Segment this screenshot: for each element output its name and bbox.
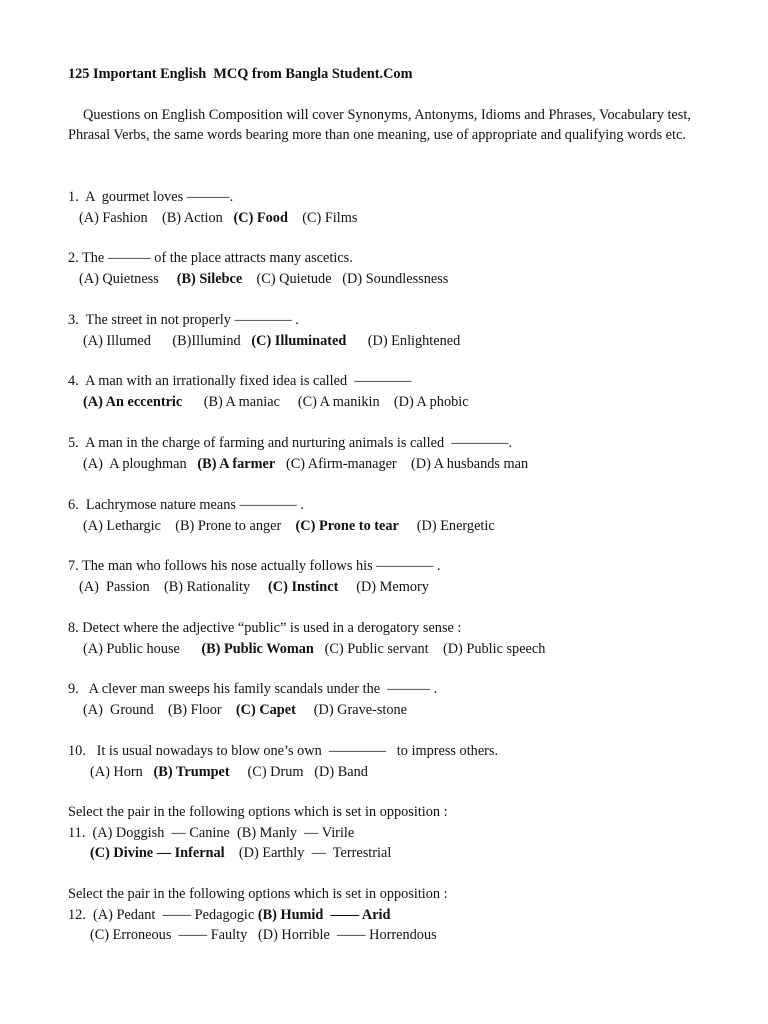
question-11-stem: 11. (A) Doggish — Canine (B) Manly — Virile xyxy=(68,824,355,841)
option-a: (A) Passion xyxy=(79,578,150,595)
question-5-options xyxy=(68,454,728,475)
question-1 xyxy=(68,187,728,228)
option-a: (A) Lethargic xyxy=(83,517,161,534)
option-b-correct: (B) Trumpet xyxy=(153,763,230,780)
question-11-options xyxy=(68,843,728,864)
option-c: (C) Quietude xyxy=(256,270,332,287)
question-6-stem: 6. Lachrymose nature means ———— . xyxy=(68,497,304,513)
question-6 xyxy=(68,495,728,536)
option-d: (D) A husbands man xyxy=(411,455,529,472)
option-a: (A) Quietness xyxy=(79,270,159,287)
option-b: (B) A maniac xyxy=(203,393,280,410)
question-1-stem: 1. A gourmet loves ———. xyxy=(68,189,234,205)
option-d: (D) Grave-stone xyxy=(313,701,408,718)
question-4-stem: 4. A man with an irrationally fixed idea is called ———— xyxy=(68,373,412,389)
question-12-lead: Select the pair in the following options which is set in opposition : xyxy=(68,886,448,902)
option-d: (D) Earthly — Terrestrial xyxy=(238,845,392,861)
question-9-options xyxy=(68,700,728,721)
question-12-options xyxy=(68,925,728,946)
option-b-correct: (B) Public Woman xyxy=(201,640,314,657)
question-12-stem xyxy=(68,905,728,926)
question-2-stem: 2. The ——— of the place attracts many ascetics. xyxy=(68,250,353,266)
option-b-correct: (B) Silebce xyxy=(176,270,243,287)
option-d: (C) Films xyxy=(302,209,358,226)
question-4 xyxy=(68,371,728,412)
intro-paragraph: Questions on English Composition will cover Synonyms, Antonyms, Idioms and Phrases, Vocabulary test, Phrasal Verbs, the same words bearing more than one meaning, use of appropriate and qualifying words etc. xyxy=(68,107,691,143)
question-5-stem: 5. A man in the charge of farming and nurturing animals is called ————. xyxy=(68,435,513,451)
question-4-options xyxy=(68,392,728,413)
question-5 xyxy=(68,433,728,474)
question-10-stem: 10. It is usual nowadays to blow one’s own ———— to impress others. xyxy=(68,743,499,759)
question-7-options xyxy=(68,577,728,598)
question-10-options xyxy=(68,762,728,783)
option-c: (C) Erroneous —— Faulty xyxy=(90,927,248,943)
option-b-correct: (B) A farmer xyxy=(197,455,276,472)
question-7 xyxy=(68,556,728,597)
option-c-correct: (C) Instinct xyxy=(268,578,339,595)
option-d: (D) Public speech xyxy=(442,640,546,657)
option-a: 12. (A) Pedant —— Pedagogic xyxy=(68,906,255,923)
option-a: (A) Ground xyxy=(83,701,154,718)
option-a: (A) A ploughman xyxy=(83,455,187,472)
option-d: (D) Band xyxy=(314,763,368,780)
question-3 xyxy=(68,310,728,351)
question-8-options xyxy=(68,639,728,660)
question-8 xyxy=(68,618,728,659)
question-1-options xyxy=(68,208,728,229)
option-c: (C) Drum xyxy=(247,763,304,780)
option-a: (A) Public house xyxy=(83,640,180,657)
question-10 xyxy=(68,741,728,782)
document-title: 125 Important English MCQ from Bangla Student.Com xyxy=(68,66,413,82)
option-c-correct: (C) Prone to tear xyxy=(295,517,399,534)
option-d: (D) Enlightened xyxy=(367,332,461,349)
option-c-correct: (C) Capet xyxy=(235,701,296,718)
question-6-options xyxy=(68,516,728,537)
option-b: (B) Floor xyxy=(167,701,222,718)
option-a: (A) Horn xyxy=(90,763,143,780)
option-b: (B) Prone to anger xyxy=(175,517,282,534)
option-b: (B)Illumind xyxy=(172,332,241,349)
option-c-correct: (C) Illuminated xyxy=(251,332,347,349)
option-c: (C) Public servant xyxy=(324,640,429,657)
question-2-options xyxy=(68,269,728,290)
option-a-correct: (A) An eccentric xyxy=(83,393,183,410)
option-c-correct: (C) Divine — Infernal xyxy=(90,845,225,861)
question-2 xyxy=(68,248,728,289)
question-11 xyxy=(68,802,728,864)
question-12 xyxy=(68,884,728,946)
option-b-correct: (B) Humid —— Arid xyxy=(257,906,391,923)
option-d: (D) A phobic xyxy=(393,393,469,410)
option-c: (C) A manikin xyxy=(297,393,380,410)
question-8-stem: 8. Detect where the adjective “public” is used in a derogatory sense : xyxy=(68,620,462,636)
question-9-stem: 9. A clever man sweeps his family scandals under the ——— . xyxy=(68,681,438,697)
question-3-stem: 3. The street in not properly ———— . xyxy=(68,312,299,328)
option-b: (B) Action xyxy=(162,209,223,226)
option-d: (D) Soundlessness xyxy=(342,270,449,287)
option-d: (D) Horrible —— Horrendous xyxy=(257,927,437,943)
option-d: (D) Memory xyxy=(356,578,429,595)
question-9 xyxy=(68,679,728,720)
option-c-correct: (C) Food xyxy=(233,209,288,226)
option-b: (B) Rationality xyxy=(164,578,251,595)
option-a: (A) Illumed xyxy=(83,332,151,349)
question-3-options xyxy=(68,331,728,352)
option-d: (D) Energetic xyxy=(416,517,495,534)
option-a: (A) Fashion xyxy=(79,209,148,226)
question-11-lead: Select the pair in the following options which is set in opposition : xyxy=(68,804,448,820)
option-c: (C) Afirm-manager xyxy=(285,455,397,472)
question-7-stem: 7. The man who follows his nose actually follows his ———— . xyxy=(68,558,441,574)
